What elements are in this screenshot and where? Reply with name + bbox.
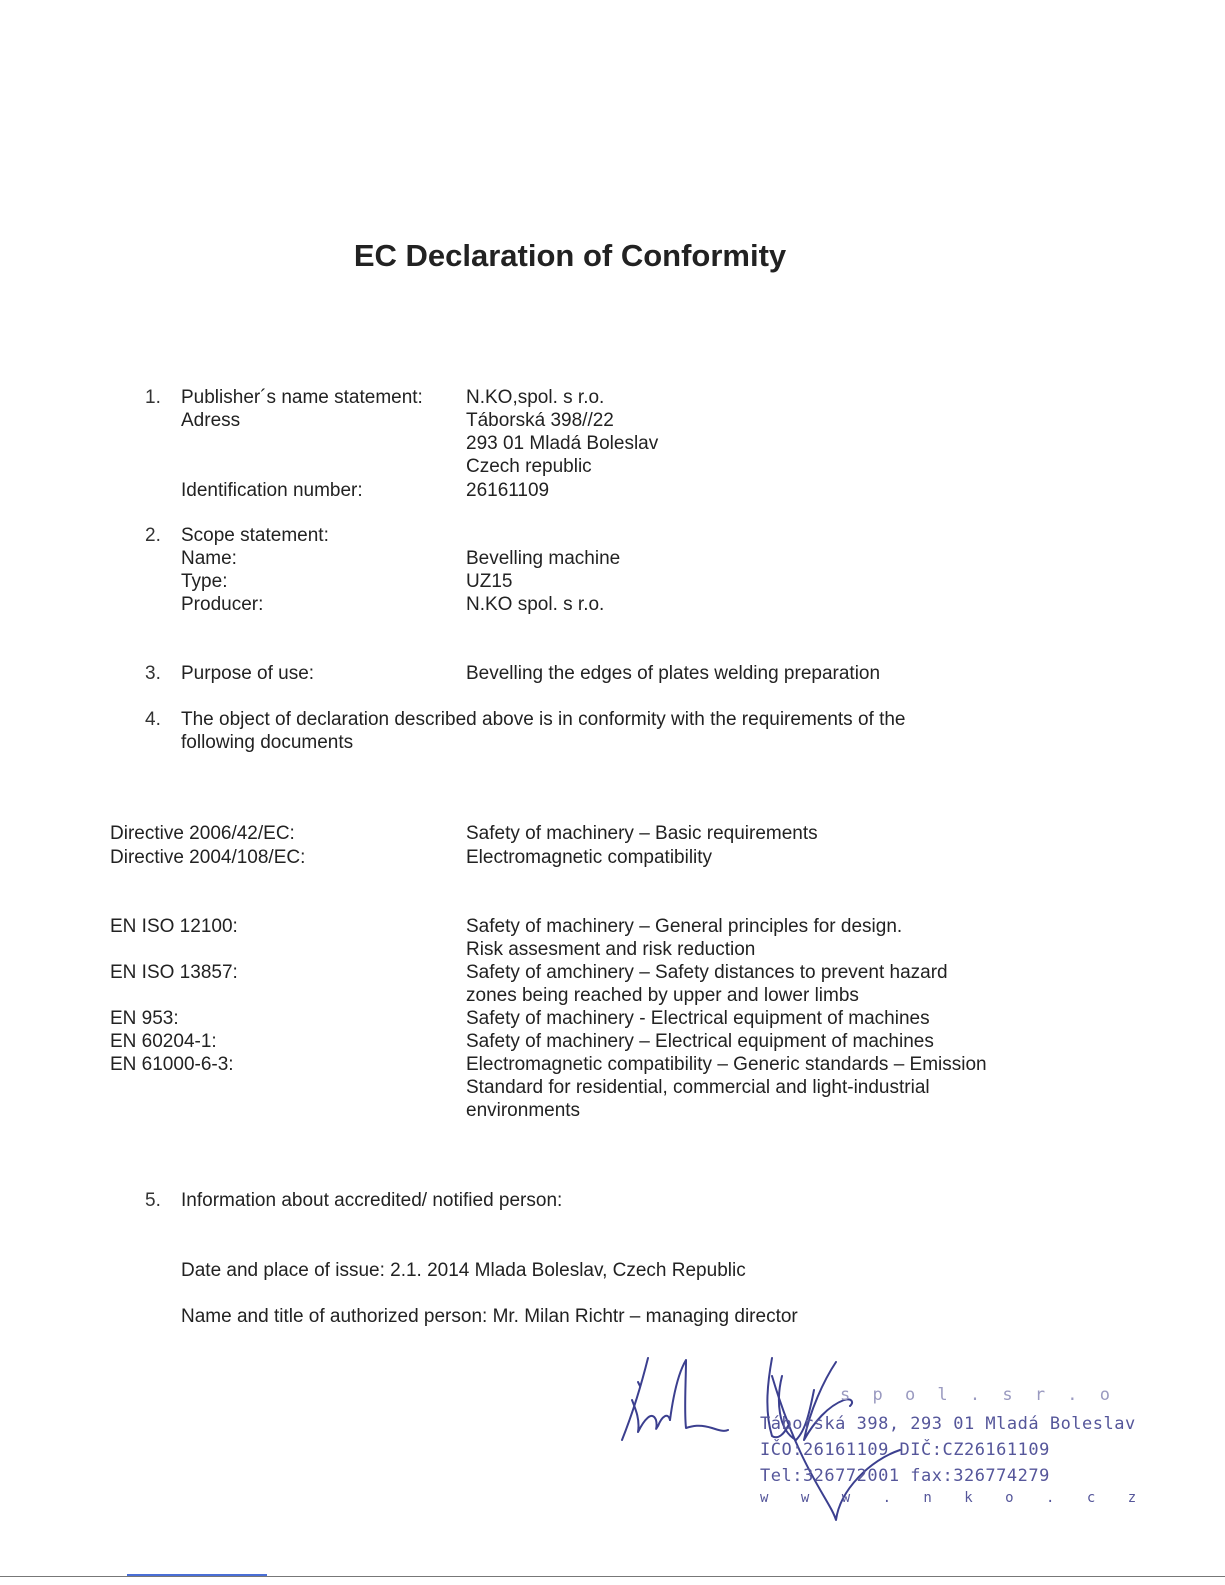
section-5-number: 5. [145,1190,161,1211]
stamp-line-1: s p o l . s r . o [840,1385,1116,1405]
purpose-label: Purpose of use: [181,663,315,684]
issue-date-place: Date and place of issue: 2.1. 2014 Mlada Boleslav, Czech Republic [181,1260,746,1281]
scope-producer-value: N.KO spol. s r.o. [466,594,605,615]
standard-description: environments [466,1100,581,1121]
section-3-number: 3. [145,663,161,684]
standard-description: Safety of machinery – Electrical equipment of machines [466,1031,934,1052]
standard-code: EN ISO 13857: [110,962,238,983]
standard-code: EN 953: [110,1008,179,1029]
standard-description: Safety of amchinery – Safety distances to prevent hazard [466,962,948,983]
stamp-line-5: w w w . n k o . c z [760,1490,1149,1506]
standard-description: Safety of machinery - Electrical equipment of machines [466,1008,930,1029]
section-1-number: 1. [145,387,161,408]
address-street: Táborská 398//22 [466,410,614,431]
directive-description: Safety of machinery – Basic requirements [466,823,818,844]
scope-producer-label: Producer: [181,594,264,615]
identification-label: Identification number: [181,480,363,501]
directive-code: Directive 2006/42/EC: [110,823,295,844]
scope-name-value: Bevelling machine [466,548,621,569]
standard-description: Electromagnetic compatibility – Generic standards – Emission [466,1054,987,1075]
standard-code: EN 60204-1: [110,1031,217,1052]
standard-description: Standard for residential, commercial and light-industrial [466,1077,930,1098]
standard-description: Risk assesment and risk reduction [466,939,756,960]
stamp-line-2: Táborská 398, 293 01 Mladá Boleslav [760,1414,1136,1434]
conformity-statement-line2: following documents [181,732,354,753]
standard-description: Safety of machinery – General principles for design. [466,916,903,937]
section-4-number: 4. [145,709,161,730]
directive-code: Directive 2004/108/EC: [110,847,306,868]
stamp-line-3: IČO:26161109 DIČ:CZ26161109 [760,1440,1050,1460]
section-2-number: 2. [145,525,161,546]
address-city: 293 01 Mladá Boleslav [466,433,659,454]
authorized-person: Name and title of authorized person: Mr. Milan Richtr – managing director [181,1306,798,1327]
standard-description: zones being reached by upper and lower limbs [466,985,859,1006]
scope-name-label: Name: [181,548,237,569]
identification-number: 26161109 [466,480,550,501]
directive-description: Electromagnetic compatibility [466,847,713,868]
scope-heading: Scope statement: [181,525,329,546]
standard-code: EN ISO 12100: [110,916,238,937]
document-title: EC Declaration of Conformity [353,238,787,273]
company-name: N.KO,spol. s r.o. [466,387,605,408]
notified-person-label: Information about accredited/ notified person: [181,1190,563,1211]
address-label: Adress [181,410,241,431]
address-country: Czech republic [466,456,592,477]
scope-type-label: Type: [181,571,228,592]
page-bottom-divider [0,1576,1225,1577]
publisher-label: Publisher´s name statement: [181,387,423,408]
standard-code: EN 61000-6-3: [110,1054,234,1075]
scope-type-value: UZ15 [466,571,513,592]
footnote-rule [127,1574,267,1576]
conformity-statement-line1: The object of declaration described above is in conformity with the requirements of the [181,709,906,730]
purpose-value: Bevelling the edges of plates welding preparation [466,663,881,684]
stamp-line-4: Tel:326772001 fax:326774279 [760,1466,1050,1486]
